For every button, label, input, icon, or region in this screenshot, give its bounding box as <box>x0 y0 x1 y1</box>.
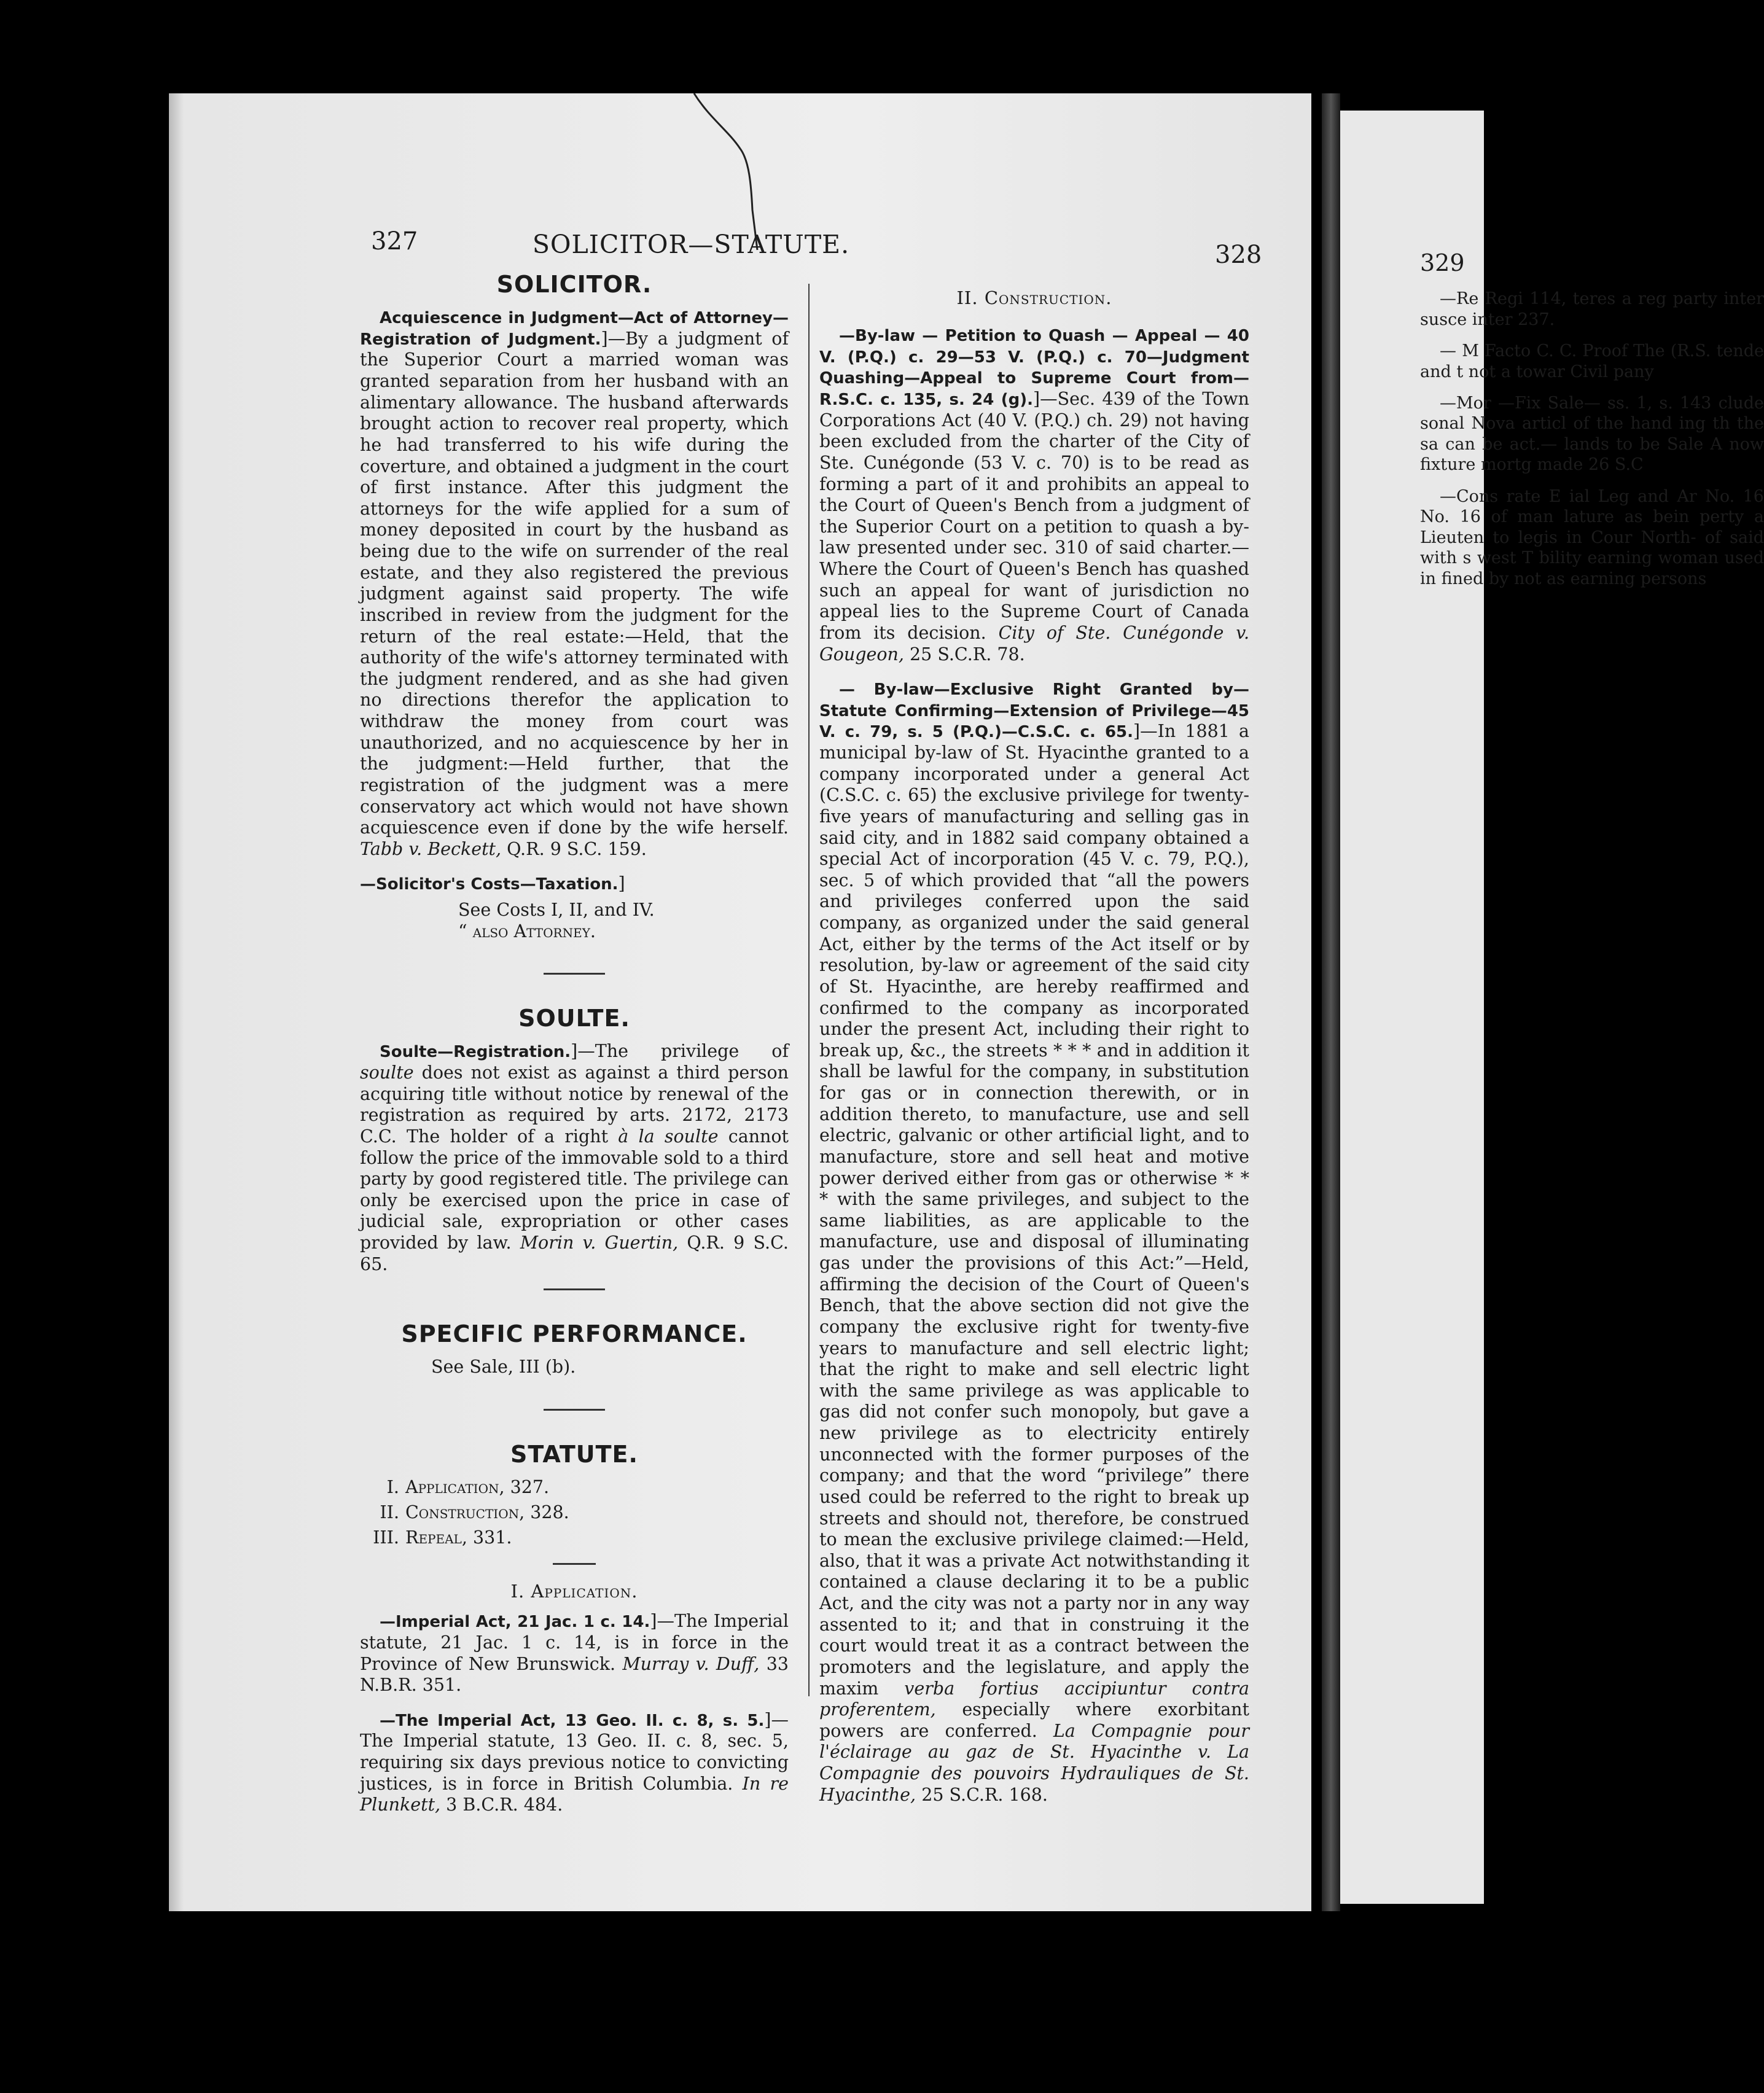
entry-bylaw-quash <box>819 325 1249 665</box>
heading-soulte: SOULTE. <box>518 1005 630 1032</box>
toc-item <box>369 1527 789 1549</box>
entry-lead: —Imperial Act, 21 Jac. 1 c. 14. <box>380 1613 650 1632</box>
next-page-fragment <box>1340 111 1764 1904</box>
entry-text: ]—The privilege of <box>571 1041 789 1062</box>
entry-lead: Soulte—Registration. <box>380 1043 571 1062</box>
citation: 25 S.C.R. 168. <box>921 1784 1048 1805</box>
cross-ref-costs: See Costs I, II, and IV. <box>458 900 655 921</box>
italic-term: soulte <box>360 1062 414 1083</box>
citation: 25 S.C.R. 78. <box>910 644 1025 665</box>
citation: Q.R. 9 S.C. 159. <box>507 838 647 859</box>
section-rule <box>544 1288 605 1290</box>
toc-label: Construction, 328. <box>405 1502 569 1522</box>
case-name: Murray v. Duff, <box>622 1653 760 1674</box>
entry-lead: Acquiescence in Judgment—Act of Attorney—Registration of Judgment. <box>360 309 789 349</box>
entry-text: cannot follow the price of the immovable sold to a third party by good registered title. The privilege can only be exercised upon the price in case of judicial sale, expropriation or other cases provided by law. <box>360 1126 789 1253</box>
entry-text: ] <box>618 873 625 894</box>
left-column <box>360 270 789 1830</box>
entry-text: especially where exorbitant powers are conferred. <box>819 1699 1249 1741</box>
next-page-entry: — M Facto C. C. Proof The (R.S. tende and t not a towar Civil pany <box>1420 341 1764 381</box>
entry-text: ]—In 1881 a municipal by-law of St. Hyacinthe granted to a company incorporated under a general Act (C.S.C. c. 65) the exclusive privilege for twenty-five years of manufacturing and selling gas in said city, and in 1882 said company obtained a special Act of incorporation (45 V. c. 79, P.Q.), sec. 5 of which provided that “all the powers and privileges conferred upon the said company, as organized under the said general Act, either by the terms of the Act itself or by resolution, by-law or agreement of the said city of St. Hyacinthe, are hereby reaffirmed and confirmed to the company as incorporated under the present Act, including their right to break up, &c., the streets * * * and in addition it shall be lawful for the company, in substitution for gas or in connection therewith, or in addition thereto, to manufacture, use and sell electric, galvanic or other artificial light, and to manufacture, store and sell heat and motive power derived either from gas or otherwise * * * with the same privileges, and subject to the same liabilities, as are applicable to the manufacture, use and disposal of illuminating gas under the provisions of this Act:”—Held, affirming the decision of the Court of Queen's Bench, that the above section did not give the company the exclusive right for twenty-five years to manufacture and sell electric light; that the right to make and sell electric light with the same privilege as was applicable to gas did not confer such monopoly, but gave a new privilege as to electricity entirely unconnected with the former purposes of the company; and that the word “privilege” there used could be referred to the right to break up streets and should not, therefore, be construed to mean the exclusive privilege claimed:—Held, also, that it was a private Act notwithstanding it contained a clause declaring it to be a public Act, and the city was not a party nor in any way assented to it; and that in construing it the court would treat it as a contract between the promoters and the legislature, and apply the maxim <box>819 721 1249 1699</box>
subheading-application: I. Application. <box>510 1581 638 1602</box>
italic-term: à la soulte <box>618 1126 719 1147</box>
next-page-text <box>1420 249 1764 600</box>
case-name: In re Plunkett, <box>360 1773 789 1815</box>
entry-text: ]—The Imperial statute, 13 Geo. II. c. 8, sec. 5, requiring six days previous notice to convicting justices, is in force in British Columbia. <box>360 1709 789 1794</box>
entry-soulte <box>360 1041 789 1275</box>
page-number-right: 328 <box>1215 241 1262 269</box>
subheading-construction: II. Construction. <box>956 287 1112 308</box>
entry-text: ]—Sec. 439 of the Town Corporations Act (40 V. (P.Q.) ch. 29) not having been excluded from the charter of the City of Ste. Cunégonde (53 V. c. 70) is to be read as forming a part of it and prohibits an appeal to the Court of Queen's Bench from a judgment of the Superior Court on a petition to quash a by-law presented under sec. 310 of said charter.—Where the Court of Queen's Bench has quashed such an appeal for want of jurisdiction no appeal lies to the Supreme Court of Canada from its decision. <box>819 389 1249 643</box>
paper-crease <box>691 93 765 253</box>
entry-lead: —The Imperial Act, 13 Geo. II. c. 8, s. 5. <box>380 1711 765 1730</box>
entry-lead: —Solicitor's Costs—Taxation. <box>360 875 619 894</box>
toc-item <box>369 1477 789 1499</box>
right-column <box>819 287 1249 1819</box>
section-rule <box>544 973 605 975</box>
entry-imperial-jac <box>360 1611 789 1696</box>
entry-costs <box>360 873 789 895</box>
heading-statute: STATUTE. <box>510 1441 638 1468</box>
entry-acquiescence <box>360 307 789 860</box>
entry-bylaw-exclusive <box>819 679 1249 1806</box>
entry-lead: —By-law — Petition to Quash — Appeal — 40 V. (P.Q.) c. 29—53 V. (P.Q.) c. 70—Judgment Quashing—Appeal to Supreme Court from—R.S.C. c. 135, s. 24 (g). <box>819 327 1249 410</box>
heading-solicitor: SOLICITOR. <box>496 271 652 298</box>
heading-specific-performance: SPECIFIC PERFORMANCE. <box>401 1320 747 1348</box>
latin-maxim: verba fortius accipiuntur contra proferentem, <box>819 1678 1249 1720</box>
citation: 33 N.B.R. 351. <box>360 1653 789 1696</box>
cross-ref-sale: See Sale, III (b). <box>431 1357 576 1378</box>
toc-num: I. <box>386 1477 399 1498</box>
entry-imperial-geo <box>360 1710 789 1816</box>
next-page-entry: —Mor —Fix Sale— ss. 1, s. 143 clude sonal Nova articl of the hand ing th the sa can be act.— lands to be Sale A now fixture mortg made 26 S.C <box>1420 393 1764 475</box>
cross-ref-attorney: “ also Attorney. <box>458 921 596 941</box>
statute-contents <box>369 1477 789 1548</box>
section-rule <box>553 1563 596 1565</box>
entry-text: does not exist as against a third person acquiring title without notice by renewal of the registration as required by arts. 2172, 2173 C.C. The holder of a right <box>360 1062 789 1147</box>
next-page-entry: —Re Regi 114, teres a reg party inter susce inter 237. <box>1420 289 1764 329</box>
toc-num: II. <box>380 1502 399 1522</box>
entry-text: ]—By a judgment of the Superior Court a married woman was granted separation from her husband with an alimentary allowance. The husband afterwards brought action to recover real property, which he had transferred to his wife during the coverture, and obtained a judgment in the court of first instance. After this judgment the attorneys for the wife applied for a sum of money deposited in court by the husband as being due to the wife on surrender of the real estate, and they also registered the previous judgment against said property. The wife inscribed in review from the judgment for the return of the real estate:—Held, that the authority of the wife's attorney terminated with the judgment rendered, and as she had given no directions therefor the application to withdraw the money from court was unauthorized, and no acquiescence by her in the judgment:—Held further, that the registration of the judgment was a mere conservatory act which would not have shown acquiescence even if done by the wife herself. <box>360 328 789 838</box>
page-number-next: 329 <box>1420 249 1465 276</box>
citation: 3 B.C.R. 484. <box>446 1795 563 1815</box>
case-name: City of Ste. Cunégonde v. Gougeon, <box>819 622 1250 665</box>
entry-lead: — By-law—Exclusive Right Granted by—Statute Confirming—Extension of Privilege—45 V. c. 79, s. 5 (P.Q.)—C.S.C. c. 65. <box>819 680 1249 742</box>
toc-label: Repeal, 331. <box>405 1527 512 1548</box>
toc-num: III. <box>373 1527 399 1548</box>
entry-text: ]—The Imperial statute, 21 Jac. 1 c. 14, is in force in the Province of New Brunswick. <box>360 1611 789 1674</box>
running-title: SOLICITOR—STATUTE. <box>532 230 850 259</box>
case-name: Morin v. Guertin, <box>520 1233 679 1253</box>
case-name: Tabb v. Beckett, <box>360 838 502 859</box>
section-rule <box>544 1409 605 1411</box>
page-number-left: 327 <box>371 227 418 255</box>
toc-item <box>369 1502 789 1524</box>
case-name: La Compagnie pour l'éclairage au gaz de St. Hyacinthe v. La Compagnie des pouvoirs Hydrauliques de St. Hyacinthe, <box>819 1720 1250 1805</box>
toc-label: Application, 327. <box>405 1477 550 1498</box>
next-page-entry: —Cons rate E ial Leg and Ar No. 16 No. 16 of man lature as bein perty a Lieuten to legis in Cour North- of said with s west T bility earning woman used in fined by not as earning persons <box>1420 486 1764 588</box>
column-divider <box>808 284 810 1696</box>
citation: Q.R. 9 S.C. 65. <box>360 1233 789 1274</box>
book-spine <box>1322 93 1340 1911</box>
